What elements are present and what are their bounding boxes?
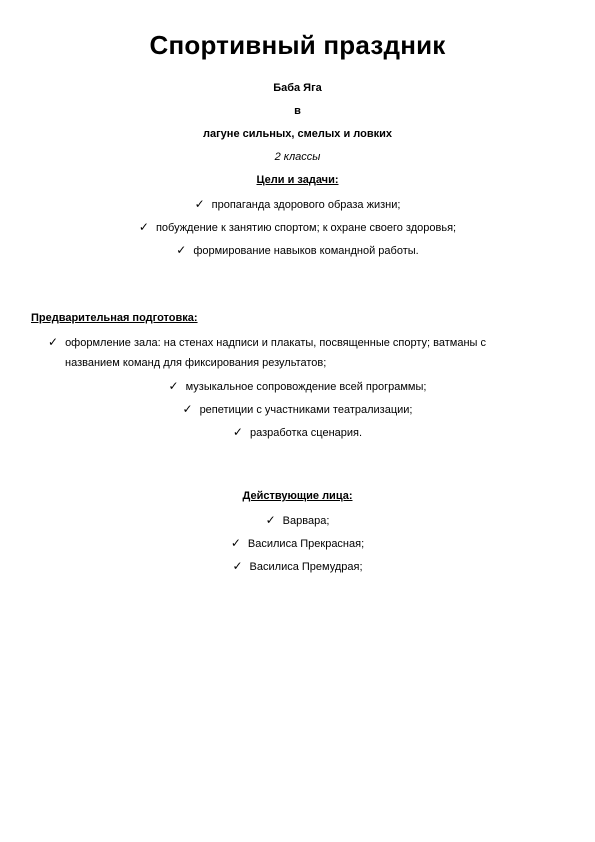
goals-item (0, 197, 595, 211)
preparation-item (0, 379, 595, 393)
preparation-item-text: разработка сценария. (249, 427, 363, 439)
checkmark-icon: ✓ (194, 197, 205, 211)
goals-item (0, 220, 595, 234)
goals-item-text: формирование навыков командной работы. (193, 245, 419, 257)
character-item (0, 513, 595, 527)
preparation-item-continuation: названием команд для фиксирования результатов; (65, 357, 327, 369)
checkmark-icon: ✓ (230, 536, 241, 550)
characters-heading: Действующие лица: (242, 490, 353, 502)
subtitle-line-1: Баба Яга (273, 82, 322, 94)
preparation-item-text: музыкальное сопровождение всей программы; (185, 381, 427, 393)
goals-item-text: побуждение к занятию спортом; к охране своего здоровья; (155, 222, 457, 234)
grade-label: 2 классы (274, 151, 321, 163)
page-title: Спортивный праздник (149, 30, 446, 60)
subtitle-line-2: в (294, 105, 301, 117)
character-item-text: Василиса Прекрасная; (247, 538, 365, 550)
checkmark-icon: ✓ (265, 513, 276, 527)
preparation-item-text: оформление зала: на стенах надписи и плакаты, посвященные спорту; ватманы с (65, 337, 486, 349)
checkmark-icon: ✓ (48, 335, 59, 349)
checkmark-icon: ✓ (232, 559, 243, 573)
checkmark-icon: ✓ (138, 220, 149, 234)
goals-item-text: пропаганда здорового образа жизни; (211, 199, 401, 211)
character-item-text: Василиса Премудрая; (249, 561, 363, 573)
goals-item (0, 243, 595, 257)
character-item (0, 559, 595, 573)
preparation-heading: Предварительная подготовка: (31, 312, 198, 324)
goals-heading: Цели и задачи: (256, 174, 339, 186)
checkmark-icon: ✓ (176, 243, 187, 257)
preparation-item (48, 335, 486, 349)
checkmark-icon: ✓ (168, 379, 179, 393)
checkmark-icon: ✓ (182, 402, 193, 416)
character-item (0, 536, 595, 550)
subtitle-line-3: лагуне сильных, смелых и ловких (203, 128, 392, 140)
preparation-item (0, 402, 595, 416)
character-item-text: Варвара; (282, 515, 330, 527)
preparation-item (0, 425, 595, 439)
preparation-item-text: репетиции с участниками театрализации; (199, 404, 413, 416)
checkmark-icon: ✓ (232, 425, 243, 439)
